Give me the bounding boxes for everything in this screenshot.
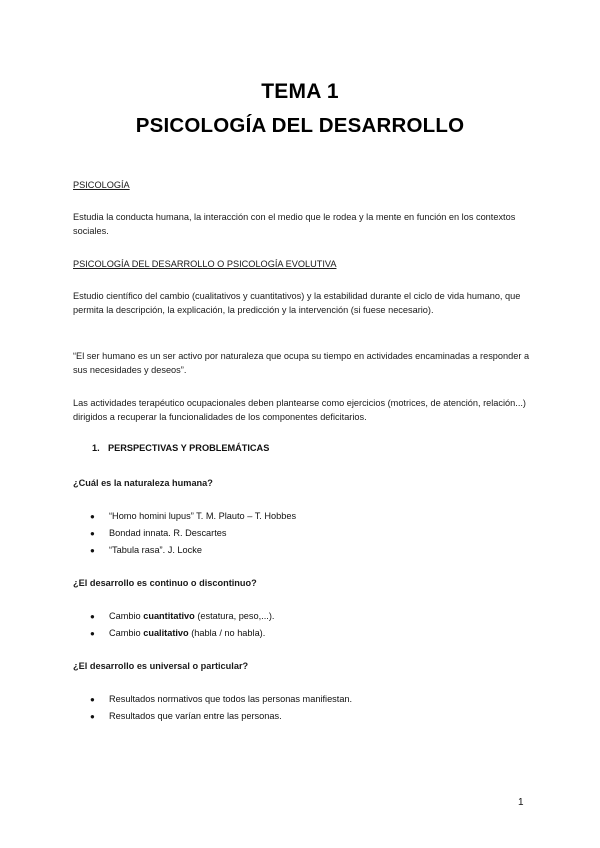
list-item-text: Bondad innata. R. Descartes: [109, 528, 227, 538]
list-item-text: “Homo homini lupus” T. M. Plauto – T. Hobbes: [109, 511, 297, 521]
list-item: [90, 543, 202, 558]
heading-psicologia: PSICOLOGÍA: [73, 180, 130, 190]
list-item: [90, 626, 265, 641]
paragraph-actividades-terapeuticas: Las actividades terapéutico ocupacionales deben plantearse como ejercicios (motrices, de atención, relación...) dirigidos a recuperar la funcionalidades de los componentes deficitarios.: [73, 398, 526, 422]
list-item-bold-term: cualitativo: [143, 628, 189, 638]
page-title-line1: TEMA 1: [261, 80, 339, 103]
question-universal-particular: ¿El desarrollo es universal o particular?: [73, 661, 249, 671]
list-item-text: Cambio: [109, 628, 144, 638]
list-item-bold-term: cuantitativo: [143, 611, 195, 621]
question-naturaleza-humana: ¿Cuál es la naturaleza humana?: [73, 478, 213, 488]
heading-psicologia-evolutiva: PSICOLOGÍA DEL DESARROLLO O PSICOLOGÍA EVOLUTIVA: [73, 259, 337, 269]
bullet-icon: ●: [90, 629, 95, 638]
page-title-line2: PSICOLOGÍA DEL DESARROLLO: [135, 114, 465, 137]
section-number: 1.: [92, 443, 100, 453]
bullet-icon: ●: [90, 712, 95, 721]
list-item: [90, 609, 274, 624]
list-item-text: “Tabula rasa”. J. Locke: [109, 545, 202, 555]
list-item-text: Resultados que varían entre las personas.: [109, 711, 282, 721]
list-item-text: (estatura, peso,...).: [194, 611, 275, 621]
bullet-icon: ●: [90, 612, 95, 621]
list-item: [90, 709, 282, 724]
list-item-text: Cambio: [109, 611, 144, 621]
list-item: [90, 509, 296, 524]
paragraph-estudio-cientifico: Estudio científico del cambio (cualitativos y cuantitativos) y la estabilidad durante el ciclo de vida humano, que permita la descripción, la explicación, la predicción y la intervención (si fuese necesario).: [73, 291, 521, 315]
bullet-icon: ●: [90, 695, 95, 704]
list-item-text: (habla / no habla).: [188, 628, 266, 638]
list-item: [90, 692, 352, 707]
bullet-icon: ●: [90, 529, 95, 538]
page-number: 1: [518, 797, 524, 808]
list-item-text: Resultados normativos que todos las personas manifiestan.: [109, 694, 353, 704]
list-item: [90, 526, 226, 541]
bullet-icon: ●: [90, 546, 95, 555]
paragraph-quote: “El ser humano es un ser activo por naturaleza que ocupa su tiempo en actividades encaminadas a responder a sus necesidades y deseos”.: [73, 351, 530, 375]
paragraph-psicologia: Estudia la conducta humana, la interacción con el medio que le rodea y la mente en función en los contextos sociales.: [73, 212, 516, 236]
question-continuo-discontinuo: ¿El desarrollo es continuo o discontinuo?: [73, 578, 257, 588]
bullet-icon: ●: [90, 512, 95, 521]
section-heading-perspectivas: [92, 443, 269, 453]
section-title: PERSPECTIVAS Y PROBLEMÁTICAS: [108, 443, 270, 453]
